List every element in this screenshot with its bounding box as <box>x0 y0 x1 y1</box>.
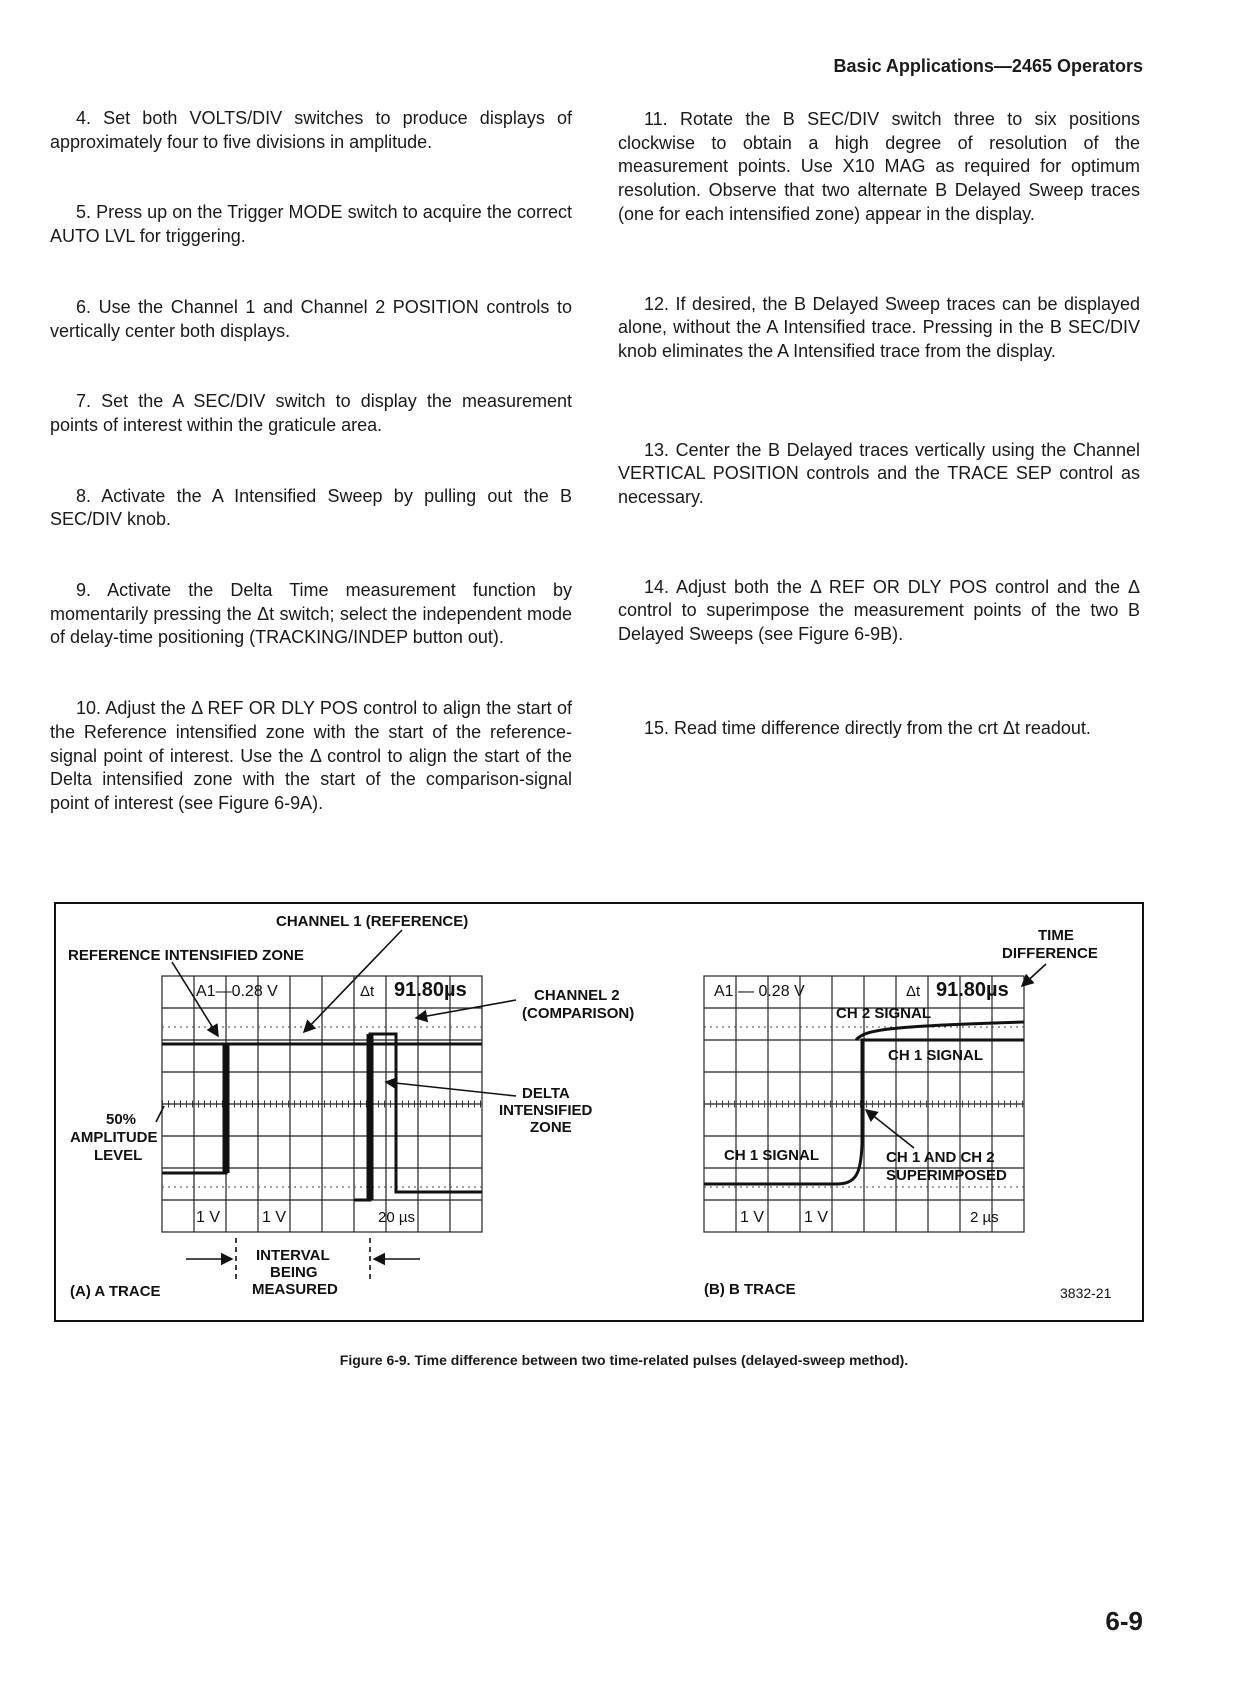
step-11: 11. Rotate the B SEC/DIV switch three to six positions clockwise to obtain a high degree of resolution of the measurement points. Use X10 MAG as required for optimum resolution. Observe that two alternate B Delayed Sweep traces (one for each intensified zone) appear in the display. <box>618 109 1140 224</box>
panel-a-amp-label-1: 50% <box>106 1111 137 1128</box>
panel-a-ref-zone-label: REFERENCE INTENSIFIED ZONE <box>68 947 304 964</box>
panel-a-channel2-label-1: CHANNEL 2 <box>534 987 620 1004</box>
step-6: 6. Use the Channel 1 and Channel 2 POSITION controls to vertically center both displays. <box>50 296 572 341</box>
step-8: 8. Activate the A Intensified Sweep by pulling out the B SEC/DIV knob. <box>50 485 572 530</box>
panel-a-interval-3: MEASURED <box>252 1281 338 1298</box>
panel-b-readout-dt-symbol: Δt <box>906 983 921 1000</box>
panel-a-readout-dt-symbol: Δt <box>360 983 375 1000</box>
panel-b-trace-label: (B) B TRACE <box>704 1281 796 1298</box>
panel-a-delta-label-1: DELTA <box>522 1085 570 1102</box>
panel-a-delta-label-3: ZONE <box>530 1119 572 1136</box>
panel-b-readout-dt-value: 91.80µs <box>936 979 1009 1001</box>
page-number: 6-9 <box>1105 1606 1143 1636</box>
step-15: 15. Read time difference directly from the crt Δt readout. <box>644 717 1091 738</box>
panel-b-ch1-signal-left: CH 1 SIGNAL <box>724 1147 820 1164</box>
panel-b-ch2-signal: CH 2 SIGNAL <box>836 1005 932 1022</box>
panel-b-bottom-v2: 1 V <box>804 1209 829 1226</box>
panel-a-bottom-v2: 1 V <box>262 1209 287 1226</box>
panel-b-bottom-time: 2 µs <box>970 1209 999 1226</box>
figure-caption: Figure 6-9. Time difference between two time-related pulses (delayed-sweep method). <box>339 1352 909 1368</box>
panel-b-bottom-v1: 1 V <box>740 1209 765 1226</box>
figure-6-9 <box>54 902 1144 1322</box>
panel-a-channel2-label-2: (COMPARISON) <box>522 1005 635 1022</box>
figure-number: 3832-21 <box>1060 1285 1112 1301</box>
panel-a-readout-dt-value: 91.80µs <box>394 979 467 1001</box>
panel-a-amp-label-3: LEVEL <box>94 1147 143 1164</box>
step-5: 5. Press up on the Trigger MODE switch to acquire the correct AUTO LVL for triggering. <box>50 202 572 247</box>
step-10: 10. Adjust the Δ REF OR DLY POS control to align the start of the Reference intensified zone with the start of the reference-signal point of interest. Use the Δ control to align the start of the Delta intensified zone with the start of the comparison-signal point of interest (see Figure 6-9A). <box>50 698 572 813</box>
panel-a-bottom-v1: 1 V <box>196 1209 221 1226</box>
step-9: 9. Activate the Delta Time measurement function by momentarily pressing the Δt switch; select the independent mode of delay-time positioning (TRACKING/INDEP button out). <box>50 580 572 648</box>
panel-a-trace-label: (A) A TRACE <box>70 1283 161 1300</box>
page-header: Basic Applications—2465 Operators <box>833 56 1143 76</box>
panel-a-channel1-label: CHANNEL 1 (REFERENCE) <box>276 913 469 930</box>
panel-b-ch2-trace <box>856 1022 1024 1040</box>
panel-b-readout-a1: A1 — 0.28 V <box>714 983 805 1000</box>
step-12: 12. If desired, the B Delayed Sweep traces can be displayed alone, without the A Intensified trace. Pressing in the B SEC/DIV knob eliminates the A Intensified trace from the display. <box>618 293 1140 361</box>
panel-b-ch1-signal-top: CH 1 SIGNAL <box>888 1047 984 1064</box>
panel-a-delta-label-2: INTENSIFIED <box>499 1102 593 1119</box>
step-4: 4. Set both VOLTS/DIV switches to produce displays of approximately four to five divisions in amplitude. <box>50 108 572 152</box>
figure-diagram <box>56 904 1142 1320</box>
panel-a-bottom-time: 20 µs <box>378 1209 415 1226</box>
panel-a-interval-2: BEING <box>270 1264 318 1281</box>
panel-b-time-diff-2: DIFFERENCE <box>1002 945 1098 962</box>
step-14: 14. Adjust both the Δ REF OR DLY POS control and the Δ control to superimpose the measurement points of the two B Delayed Sweeps (see Figure 6-9B). <box>618 576 1140 645</box>
left-column <box>50 107 572 816</box>
step-7: 7. Set the A SEC/DIV switch to display the measurement points of interest within the graticule area. <box>50 391 572 435</box>
panel-a-amp-label-2: AMPLITUDE <box>70 1129 158 1146</box>
panel-b-time-diff-1: TIME <box>1038 927 1074 944</box>
panel-b-superimposed-1: CH 1 AND CH 2 <box>886 1149 995 1166</box>
panel-a-readout-a1: A1—0.28 V <box>196 983 278 1000</box>
right-column <box>618 108 1140 741</box>
panel-b-superimposed-2: SUPERIMPOSED <box>886 1167 1007 1184</box>
step-13: 13. Center the B Delayed traces vertically using the Channel VERTICAL POSITION controls and the TRACE SEP control as necessary. <box>618 439 1140 508</box>
panel-a-interval-1: INTERVAL <box>256 1247 330 1264</box>
